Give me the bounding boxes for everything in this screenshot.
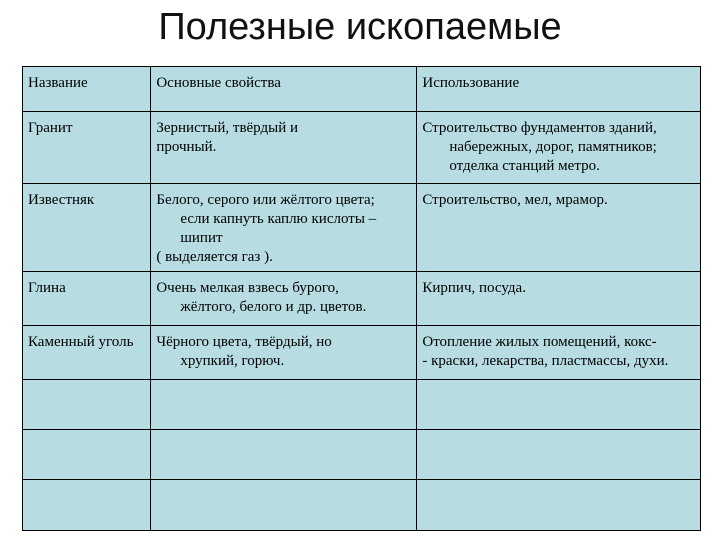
page-title: Полезные ископаемые — [158, 6, 562, 48]
cell-usage — [417, 112, 701, 184]
text-line: Белого, серого или жёлтого цвета; — [156, 192, 375, 208]
empty-row — [23, 480, 701, 531]
table-header-row — [23, 67, 701, 112]
cell-name: Каменный уголь — [23, 326, 151, 380]
table-row — [23, 112, 701, 184]
table-row — [23, 326, 701, 380]
text-line: Зернистый, твёрдый и — [156, 120, 299, 136]
cell-name: Известняк — [23, 184, 151, 272]
text-line: отделка станций метро. — [449, 158, 600, 174]
empty-cell — [417, 480, 701, 531]
empty-row — [23, 430, 701, 480]
empty-cell — [23, 480, 151, 531]
text-line: шипит — [180, 230, 223, 246]
header-usage: Использование — [417, 67, 701, 112]
cell-usage — [417, 272, 701, 326]
cell-usage — [417, 326, 701, 380]
text-line: Кирпич, посуда. — [422, 280, 526, 296]
empty-cell — [151, 380, 417, 430]
cell-usage — [417, 184, 701, 272]
text-line: Очень мелкая взвесь бурого, — [156, 280, 339, 296]
text-line: Чёрного цвета, твёрдый, но — [156, 334, 332, 350]
empty-row — [23, 380, 701, 430]
empty-cell — [417, 380, 701, 430]
text-line: Строительство, мел, мрамор. — [422, 192, 608, 208]
text-line: - краски, лекарства, пластмассы, духи. — [422, 353, 669, 369]
minerals-table — [22, 66, 701, 531]
cell-properties — [151, 112, 417, 184]
text-line: ( выделяется газ ). — [156, 249, 273, 265]
text-line: Строительство фундаментов зданий, — [422, 120, 657, 136]
text-line: хрупкий, горюч. — [180, 353, 285, 369]
cell-properties — [151, 272, 417, 326]
text-line: набережных, дорог, памятников; — [449, 139, 657, 155]
text-line: жёлтого, белого и др. цветов. — [180, 299, 367, 315]
cell-name: Гранит — [23, 112, 151, 184]
cell-name: Глина — [23, 272, 151, 326]
table-row — [23, 272, 701, 326]
empty-cell — [151, 430, 417, 480]
text-line: если капнуть каплю кислоты – — [180, 211, 377, 227]
empty-cell — [23, 430, 151, 480]
text-line: прочный. — [156, 139, 217, 155]
empty-cell — [417, 430, 701, 480]
header-name: Название — [23, 67, 151, 112]
empty-cell — [23, 380, 151, 430]
cell-properties — [151, 326, 417, 380]
text-line: Отопление жилых помещений, кокс- — [422, 334, 657, 350]
cell-properties — [151, 184, 417, 272]
table-row — [23, 184, 701, 272]
header-properties: Основные свойства — [151, 67, 417, 112]
empty-cell — [151, 480, 417, 531]
